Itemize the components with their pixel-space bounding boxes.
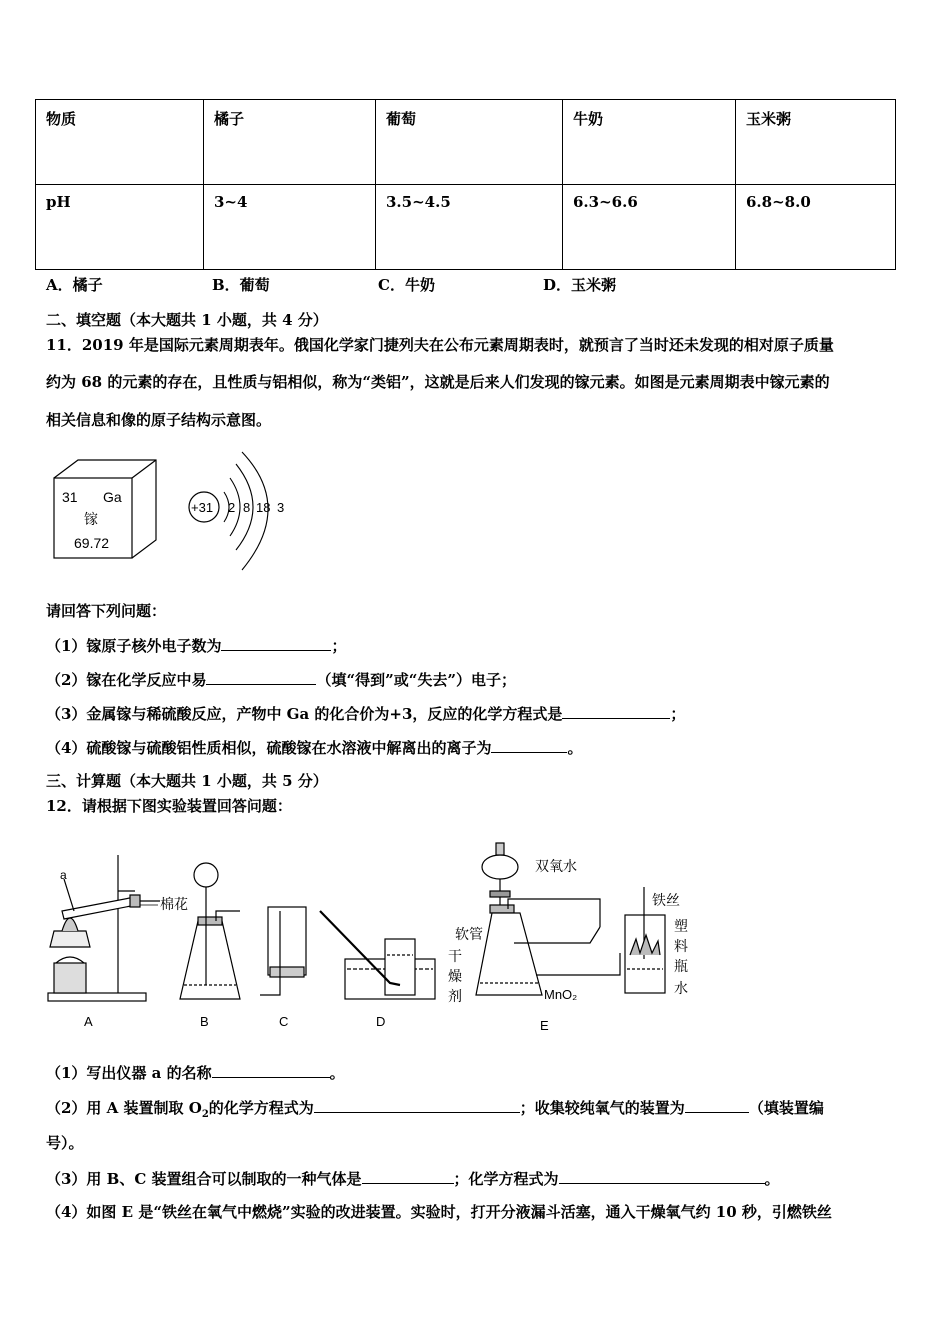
- atomic-mass: 69.72: [74, 535, 110, 551]
- caption-b: B: [200, 1014, 209, 1029]
- caption-d: D: [376, 1014, 386, 1029]
- label-dry-agent: 燥: [448, 968, 462, 984]
- question-title: 12．请根据下图实验装置回答问题：: [46, 797, 292, 815]
- table-cell: 玉米粥: [736, 100, 896, 185]
- atom-structure-diagram: [189, 452, 284, 570]
- apparatus-b: [180, 863, 240, 999]
- prompt: 请回答下列问题：: [46, 602, 167, 620]
- label-bottle: 瓶: [674, 958, 688, 974]
- answer-blank[interactable]: [362, 1167, 454, 1184]
- table-cell: 6.8~8.0: [736, 185, 896, 270]
- sub-question: （3）用 B、C 装置组合可以制取的一种气体是 ；化学方程式为 。: [46, 1167, 780, 1189]
- answer-blank[interactable]: [562, 702, 670, 719]
- option-d: D．玉米粥: [543, 276, 617, 294]
- answer-blank[interactable]: [206, 668, 316, 685]
- gallium-figure: [48, 440, 298, 580]
- label-mno2: MnO₂: [544, 987, 578, 1002]
- question-text: 相关信息和像的原子结构示意图。: [46, 411, 272, 429]
- sub-question: （2）镓在化学反应中易 （填“得到”或“失去”）电子；: [46, 668, 516, 690]
- caption-a: A: [84, 1014, 93, 1029]
- label-cotton: 棉花: [160, 896, 188, 912]
- table-cell: 葡萄: [376, 100, 563, 185]
- question-text: 11．2019 年是国际元素周期表年。俄国化学家门捷列夫在公布元素周期表时，就预言了当时还未发现的相对原子质量: [46, 336, 834, 354]
- answer-blank[interactable]: [212, 1061, 330, 1078]
- table-cell: 物质: [36, 100, 204, 185]
- sub-question: （4）硫酸镓与硫酸铝性质相似，硫酸镓在水溶液中解离出的离子为 。: [46, 736, 582, 758]
- option-a: A．橘子: [46, 276, 103, 294]
- sub-question: （1）镓原子核外电子数为 ；: [46, 634, 346, 656]
- answer-blank[interactable]: [491, 736, 567, 753]
- label-iron-wire: 铁丝: [652, 892, 680, 908]
- element-name: 镓: [84, 511, 98, 527]
- label-dry-agent: 剂: [448, 988, 462, 1004]
- section-title: 三、计算题（本大题共 1 小题，共 5 分）: [46, 772, 328, 790]
- answer-blank[interactable]: [221, 634, 331, 651]
- nucleus-charge: +31: [191, 500, 214, 515]
- option-b: B．葡萄: [212, 276, 270, 294]
- label-a: a: [60, 868, 67, 882]
- table-row: [36, 100, 896, 185]
- shell-electrons: 8: [243, 500, 251, 515]
- label-bottle: 料: [674, 938, 688, 954]
- table-cell: 橘子: [204, 100, 376, 185]
- atomic-number: 31: [62, 489, 78, 505]
- element-symbol: Ga: [103, 489, 122, 505]
- table-cell: 6.3~6.6: [563, 185, 736, 270]
- shell-electrons: 2: [228, 500, 236, 515]
- section-title: 二、填空题（本大题共 1 小题，共 4 分）: [46, 311, 328, 329]
- caption-e: E: [540, 1018, 549, 1033]
- shell-electrons: 3: [277, 500, 285, 515]
- table-cell: 3.5~4.5: [376, 185, 563, 270]
- apparatus-d: [320, 911, 435, 999]
- sub-question: （2）用 A 装置制取 $O_2$的化学方程式为 ；收集较纯氧气的装置为 （填装置编: [46, 1096, 824, 1120]
- question-text: 约为 68 的元素的存在，且性质与铝相似，称为“类铝”，这就是后来人们发现的镓元素。如图是元素周期表中镓元素的: [46, 373, 830, 391]
- option-c: C．牛奶: [378, 276, 435, 294]
- sub-question: （3）金属镓与稀硫酸反应，产物中 Ga 的化合价为+3，反应的化学方程式是 ；: [46, 702, 685, 724]
- label-dry-agent: 干: [448, 948, 462, 964]
- apparatus-figure: [40, 835, 720, 1040]
- answer-blank[interactable]: [314, 1096, 520, 1113]
- sub-question: （1）写出仪器 a 的名称 。: [46, 1061, 345, 1083]
- label-bottle: 塑: [674, 918, 688, 934]
- caption-c: C: [279, 1014, 289, 1029]
- label-h2o2: 双氧水: [535, 858, 577, 874]
- label-tube: 软管: [455, 926, 483, 942]
- sub-question: （4）如图 E 是“铁丝在氧气中燃烧”实验的改进装置。实验时，打开分液漏斗活塞，通入干燥氧气约 10 秒，引燃铁丝: [46, 1203, 832, 1221]
- table-cell: 牛奶: [563, 100, 736, 185]
- ph-table: [35, 99, 896, 270]
- table-row: [36, 185, 896, 270]
- element-tile: [54, 460, 156, 558]
- table-cell: pH: [36, 185, 204, 270]
- answer-blank[interactable]: [559, 1167, 765, 1184]
- sub-question-continued: 号）。: [46, 1134, 84, 1152]
- label-water: 水: [674, 980, 688, 996]
- apparatus-c: [260, 907, 306, 995]
- shell-electrons: 18: [256, 500, 271, 515]
- table-cell: 3~4: [204, 185, 376, 270]
- answer-blank[interactable]: [685, 1096, 749, 1113]
